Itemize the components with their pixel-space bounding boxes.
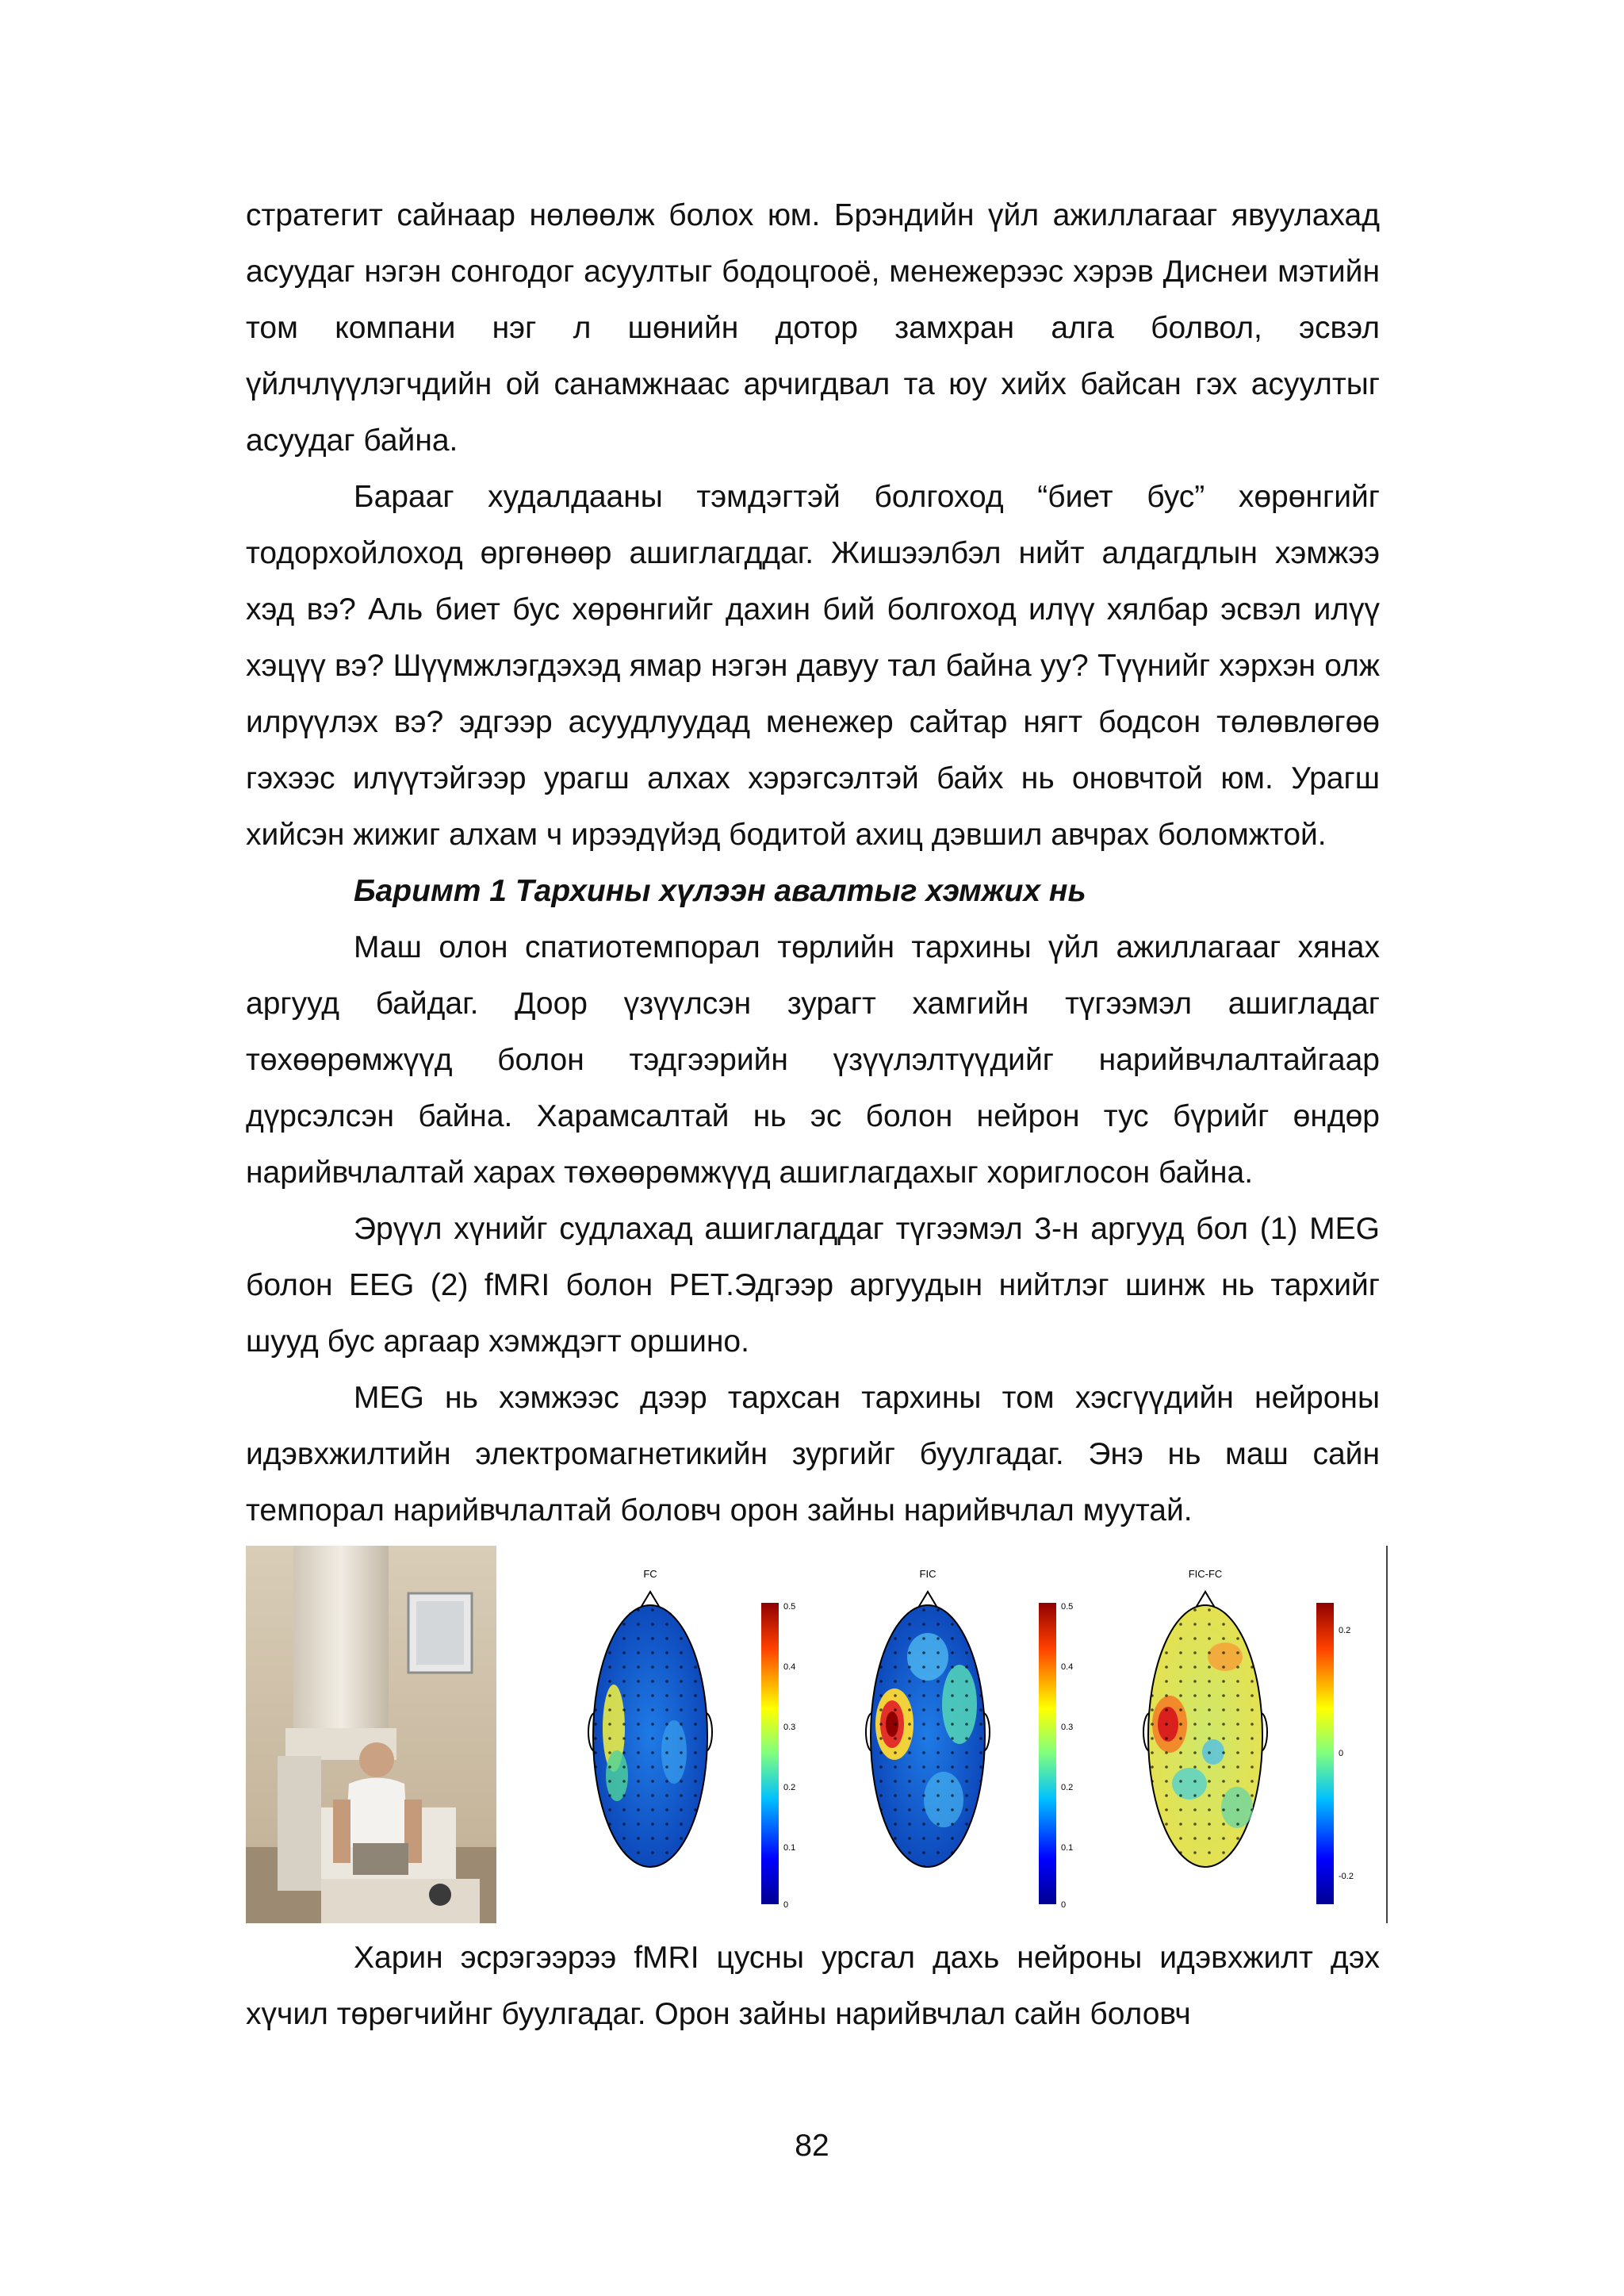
map-fic-fc-tick: 0 xyxy=(1339,1749,1344,1758)
meg-scanner-photo xyxy=(246,1546,496,1923)
map-fc-title: FC xyxy=(643,1568,657,1580)
paragraph-2: Бараaг худалдааны тэмдэгтэй болгоход “биет бус” хөрөнгийг тодорхойлоход өргөнөөр ашиглагддаг. Жишээлбэл нийт алдагдлын хэмжээ хэд вэ? Аль биет бус хөрөнгийг дахин бий болгоход илүү хялбар эсвэл илүү хэцүү вэ? Шүүмжлэгдэхэд ямар нэгэн давуу тал байна уу? Түүнийг хэрхэн олж илрүүлэх вэ? эдгээр асуудлуудад менежер сайтар нягт бодсон төлөвлөгөө гэхээс илүүтэйгээр урагш алхах хэрэгсэлтэй байх нь оновчтой юм. Урагш хийсэн жижиг алхам ч ирээдүйэд бодитой ахиц дэвшил авчрах боломжтой. xyxy=(246,480,1380,852)
map-fc-tick: 0.2 xyxy=(783,1783,796,1792)
topographic-maps xyxy=(531,1546,1386,1923)
paragraph-3: Маш олон спатиотемпорал төрлийн тархины үйл ажиллагааг хянах аргууд байдаг. Доор үзүүлсэн зурагт хамгийн түгээмэл ашигладаг төхөөрөмжүүд болон тэдгээрийн үзүүлэлтүүдийг нарийвчлалтайгаар дүрсэлсэн байна. Харамсалтай нь эс болон нейрон тус бүрийг өндөр нарийвчлалтай харах төхөөрөмжүүд ашиглагдахыг хориглосон байна. xyxy=(246,930,1380,1190)
document-page xyxy=(246,187,1380,2042)
map-fic-tick: 0 xyxy=(1061,1900,1067,1910)
map-fc-tick: 0 xyxy=(783,1900,789,1910)
map-fc xyxy=(588,1568,795,1910)
map-fic-tick: 0.3 xyxy=(1061,1723,1074,1732)
map-fic-fc xyxy=(1143,1568,1354,1904)
map-fc-tick: 0.4 xyxy=(783,1662,796,1672)
page-number: 82 xyxy=(795,2129,829,2163)
map-fic-fc-tick: -0.2 xyxy=(1339,1872,1354,1881)
map-fic-fc-title: FIC-FC xyxy=(1188,1568,1223,1580)
map-fc-tick: 0.5 xyxy=(783,1602,796,1612)
map-fic xyxy=(866,1568,1073,1910)
meg-figure xyxy=(246,1546,1388,1923)
paragraph-5: MEG нь хэмжээс дээр тархсан тархины том хэсгүүдийн нейроны идэвхжилтийн электромагнетикийн зургийг буулгадаг. Энэ нь маш сайн темпорал нарийвчлалтай боловч орон зайны нарийвчлал муутай. xyxy=(246,1381,1380,1527)
paragraph-4: Эрүүл хүнийг судлахад ашиглагддаг түгээмэл 3-н аргууд бол (1) MEG болон EEG (2) fMRI болон PET.Эдгээр аргуудын нийтлэг шинж нь тархийг шууд бус аргаар хэмждэгт оршино. xyxy=(246,1212,1380,1359)
map-fic-fc-tick: 0.2 xyxy=(1339,1626,1351,1635)
map-fc-tick: 0.1 xyxy=(783,1843,796,1853)
map-fic-tick: 0.5 xyxy=(1061,1602,1074,1612)
map-fic-tick: 0.2 xyxy=(1061,1783,1074,1792)
paragraph-1: стратегит сайнаар нөлөөлж болох юм. Брэндийн үйл ажиллагааг явуулахад асуудаг нэгэн сонгодог асуултыг бодоцгооё, менежерээс хэрэв Диснеи мэтийн том компани нэг л шөнийн дотор замхран алга болвол, эсвэл үйлчлүүлэгчдийн ой санамжнаас арчигдвал та юу хийх байсан гэх асуултыг асуудаг байна. xyxy=(246,198,1380,458)
map-fc-tick: 0.3 xyxy=(783,1723,796,1732)
section-heading: Баримт 1 Тархины хүлээн авалтыг хэмжих нь xyxy=(354,874,1086,908)
paragraph-6: Харин эсрэгээрээ fMRI цусны урсгал дахь нейроны идэвхжилт дэх хүчил төрөгчийнг буулгадаг. Орон зайны нарийвчлал сайн боловч xyxy=(246,1941,1380,2031)
map-fic-title: FIC xyxy=(919,1568,936,1580)
map-fic-tick: 0.1 xyxy=(1061,1843,1074,1853)
map-fic-tick: 0.4 xyxy=(1061,1662,1074,1672)
